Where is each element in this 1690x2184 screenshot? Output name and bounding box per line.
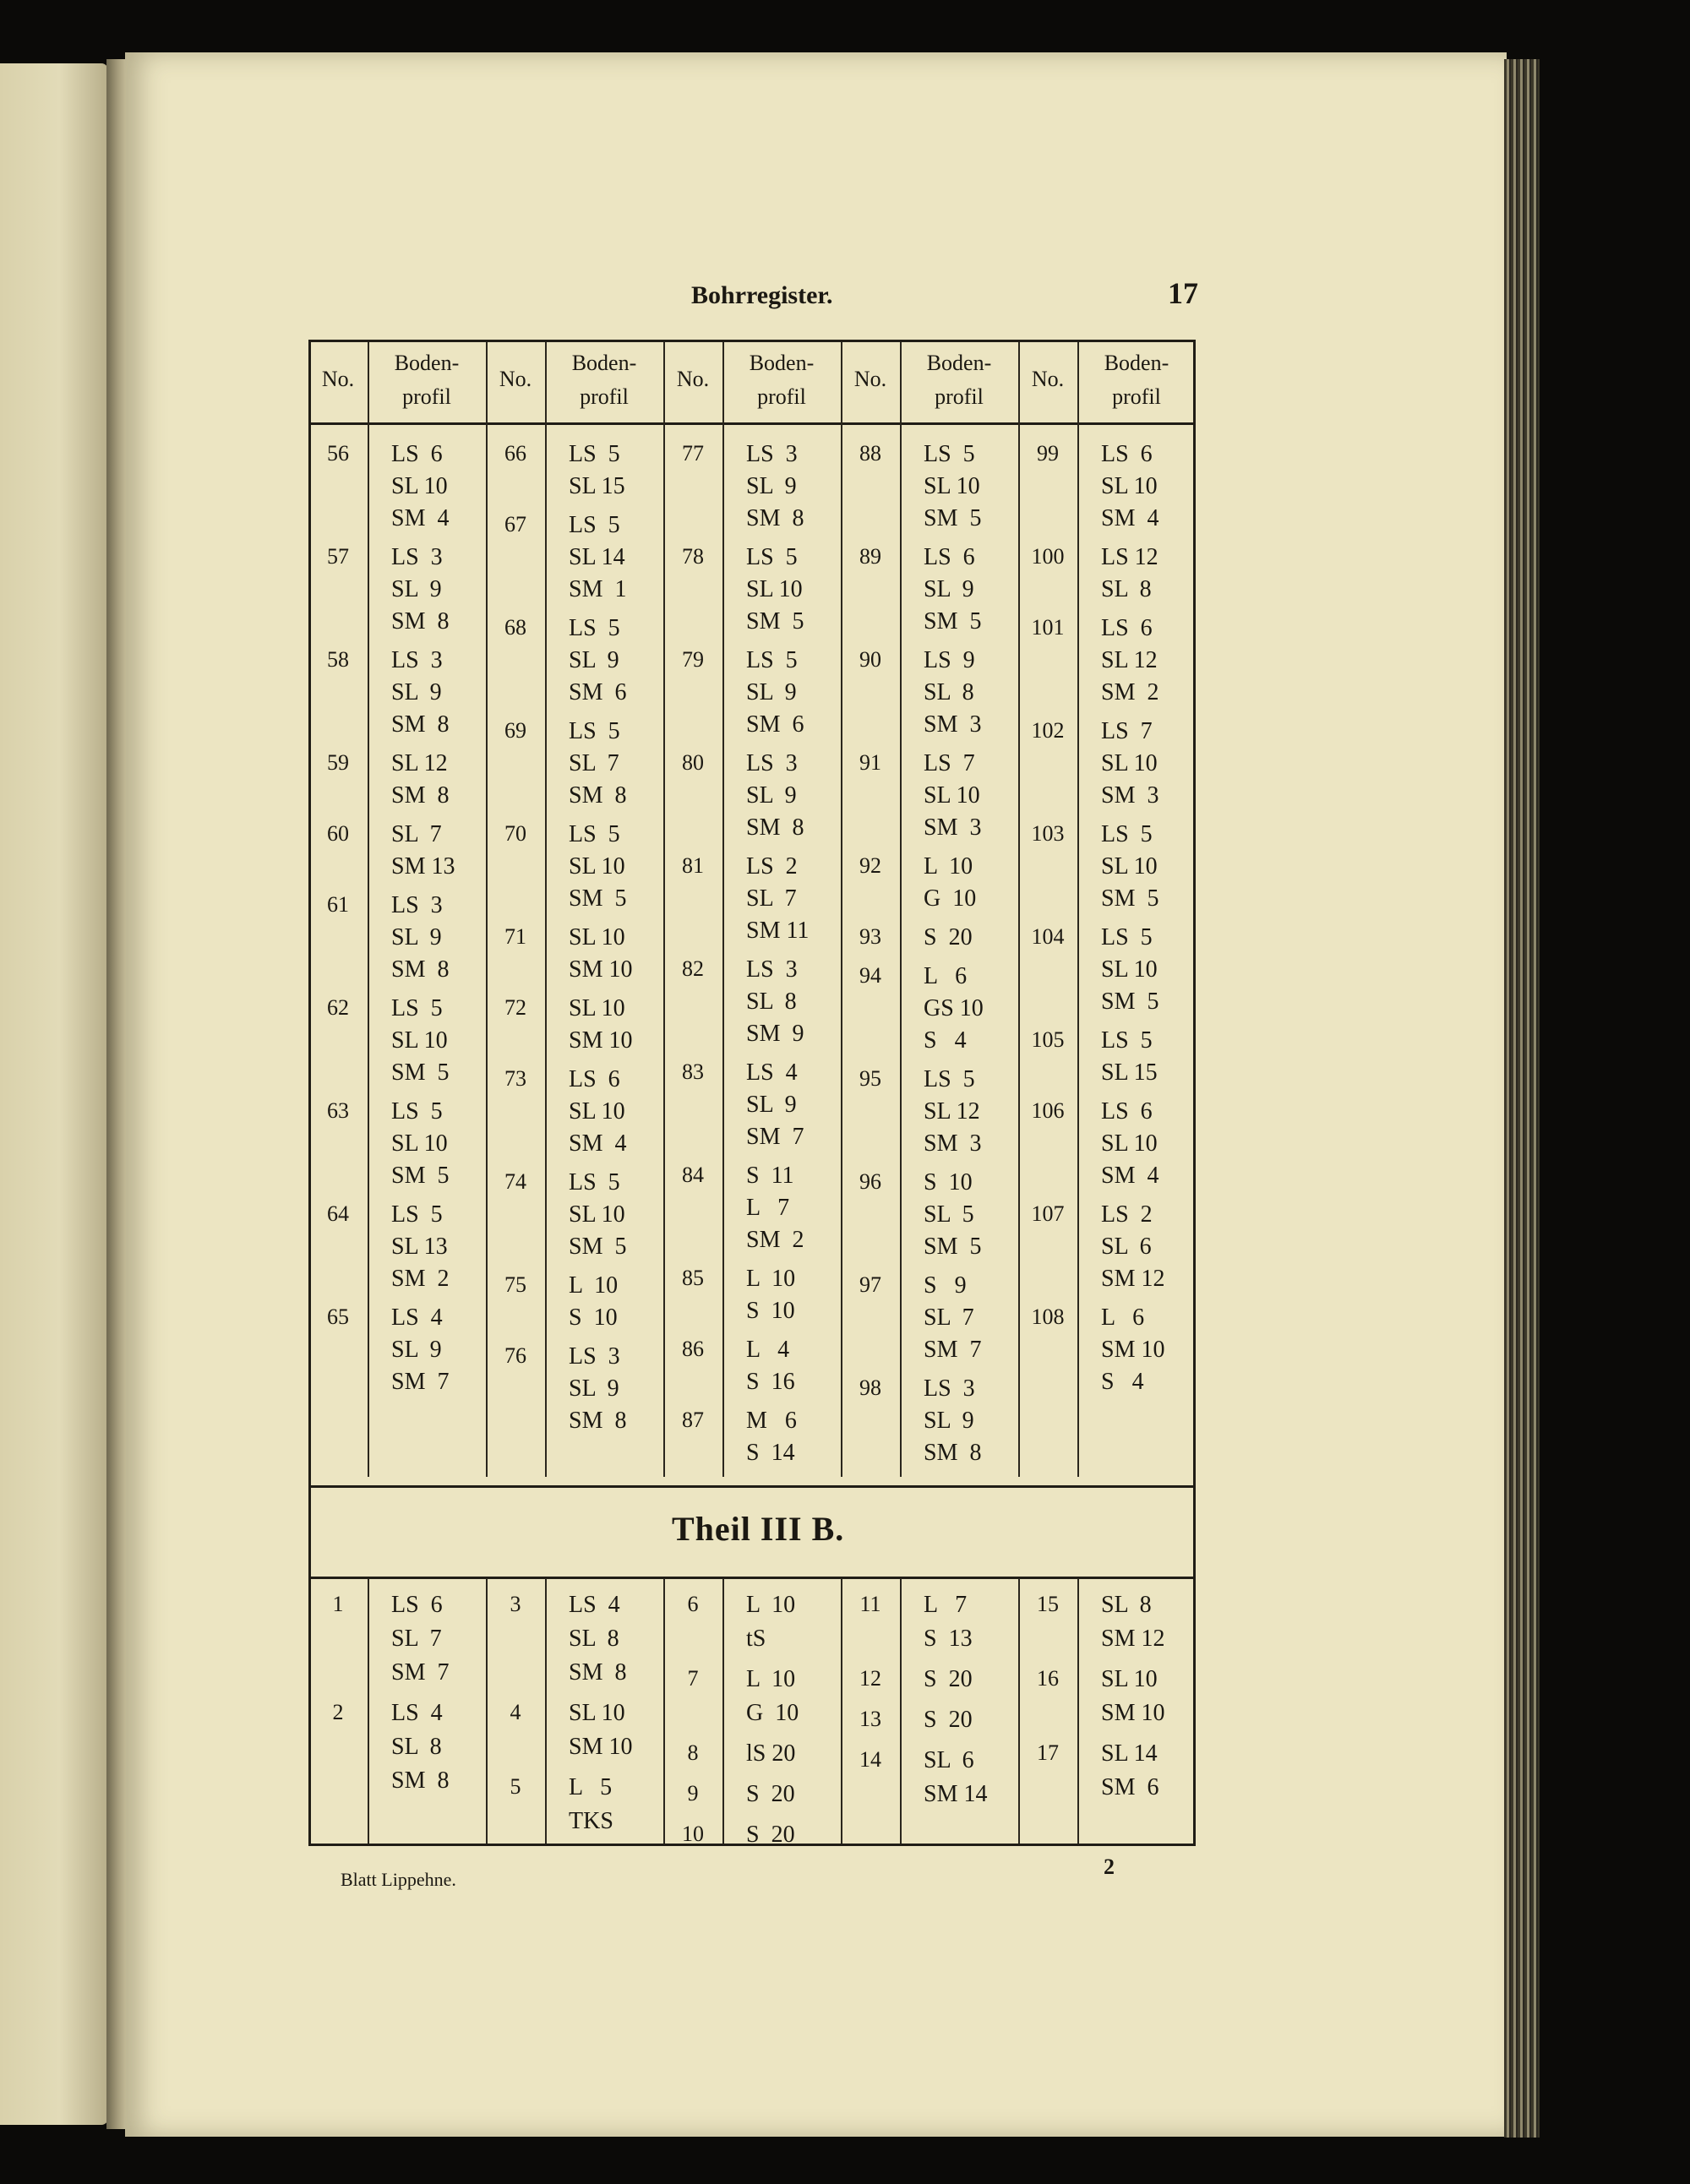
soil-layer: LS 5 xyxy=(569,718,620,744)
soil-layer: G 10 xyxy=(746,1700,799,1726)
soil-layer: SM 8 xyxy=(746,505,804,531)
no-divider xyxy=(368,1578,369,1844)
bore-number: 8 xyxy=(687,1740,699,1765)
soil-layer: LS 5 xyxy=(569,512,620,538)
no-divider xyxy=(722,342,724,1477)
soil-layer: SL 10 xyxy=(569,1700,625,1726)
soil-layer: LS 5 xyxy=(569,1169,620,1195)
soil-layer: SL 9 xyxy=(569,647,619,673)
bore-number: 73 xyxy=(504,1066,526,1091)
soil-layer: L 10 xyxy=(746,1592,796,1618)
bore-number: 66 xyxy=(504,441,526,466)
soil-layer: S 20 xyxy=(746,1781,795,1807)
soil-layer: L 10 xyxy=(746,1666,796,1692)
header-profile-1: Boden- xyxy=(1104,351,1169,375)
soil-layer: S 16 xyxy=(746,1369,795,1395)
soil-layer: SL 13 xyxy=(391,1234,448,1260)
soil-layer: LS 3 xyxy=(391,647,443,673)
bore-number: 62 xyxy=(327,995,349,1020)
soil-layer: SM 8 xyxy=(924,1440,982,1466)
bore-number: 79 xyxy=(682,647,704,672)
soil-layer: tS xyxy=(746,1626,766,1652)
bore-number: 92 xyxy=(859,853,881,878)
soil-layer: SM 5 xyxy=(924,1234,982,1260)
bore-number: 105 xyxy=(1031,1027,1065,1052)
bore-number: 60 xyxy=(327,821,349,846)
soil-layer: SL 9 xyxy=(391,679,442,705)
bore-number: 95 xyxy=(859,1066,881,1091)
soil-layer: SM 7 xyxy=(391,1659,450,1686)
soil-layer: S 9 xyxy=(924,1272,967,1299)
bore-number: 100 xyxy=(1031,544,1065,569)
soil-layer: SL 10 xyxy=(391,1130,448,1157)
soil-layer: SM 1 xyxy=(569,576,627,602)
soil-layer: LS 3 xyxy=(746,956,798,983)
soil-layer: SM 10 xyxy=(1101,1337,1165,1363)
soil-layer: SL 10 xyxy=(1101,750,1158,776)
soil-layer: LS 5 xyxy=(569,821,620,847)
soil-layer: SM 2 xyxy=(391,1266,450,1292)
section-rule-top xyxy=(308,1485,1196,1488)
bore-number: 72 xyxy=(504,995,526,1020)
soil-layer: S 20 xyxy=(924,1666,973,1692)
soil-layer: SM 10 xyxy=(569,956,633,983)
soil-layer: LS 9 xyxy=(924,647,975,673)
bore-number: 56 xyxy=(327,441,349,466)
soil-layer: LS 3 xyxy=(391,544,443,570)
header-profile-2: profil xyxy=(757,384,806,409)
soil-layer: S 20 xyxy=(746,1822,795,1848)
soil-layer: LS 6 xyxy=(1101,441,1153,467)
soil-layer: SM 4 xyxy=(1101,505,1159,531)
soil-layer: LS 5 xyxy=(746,647,798,673)
running-header: Bohrregister. xyxy=(691,281,833,309)
no-divider xyxy=(1077,1578,1079,1844)
group-divider xyxy=(663,342,665,1477)
soil-layer: S 10 xyxy=(569,1304,618,1331)
bore-number: 57 xyxy=(327,544,349,569)
bore-number: 77 xyxy=(682,441,704,466)
soil-layer: LS 5 xyxy=(924,1066,975,1092)
soil-layer: SM 5 xyxy=(1101,989,1159,1015)
bore-number: 84 xyxy=(682,1163,704,1187)
soil-layer: SM 7 xyxy=(924,1337,982,1363)
soil-layer: SM 5 xyxy=(924,505,982,531)
soil-layer: SM 13 xyxy=(391,853,455,880)
soil-layer: LS 4 xyxy=(746,1059,798,1086)
soil-layer: M 6 xyxy=(746,1408,797,1434)
soil-layer: LS 5 xyxy=(924,441,975,467)
header-profile-2: profil xyxy=(1112,384,1161,409)
bore-number: 61 xyxy=(327,892,349,917)
bore-number: 7 xyxy=(687,1666,699,1691)
soil-layer: SL 12 xyxy=(391,750,448,776)
soil-layer: SM 2 xyxy=(746,1227,804,1253)
soil-layer: SM 5 xyxy=(924,608,982,635)
no-divider xyxy=(545,342,547,1477)
soil-layer: SL 10 xyxy=(1101,473,1158,499)
soil-layer: SL 12 xyxy=(1101,647,1158,673)
soil-layer: L 6 xyxy=(1101,1304,1145,1331)
soil-layer: SL 10 xyxy=(1101,1666,1158,1692)
sheet-name: Blatt Lippehne. xyxy=(341,1869,456,1890)
bore-number: 68 xyxy=(504,615,526,640)
bore-number: 12 xyxy=(859,1666,881,1691)
soil-layer: LS 6 xyxy=(1101,1098,1153,1125)
bore-number: 85 xyxy=(682,1266,704,1290)
header-profile-1: Boden- xyxy=(394,351,460,375)
soil-layer: SM 5 xyxy=(1101,885,1159,912)
no-divider xyxy=(722,1578,724,1844)
header-no: No. xyxy=(676,367,710,391)
bore-number: 3 xyxy=(510,1592,521,1616)
soil-layer: SL 7 xyxy=(391,821,442,847)
header-profile-1: Boden- xyxy=(571,351,637,375)
soil-layer: SL 14 xyxy=(569,544,625,570)
bore-number: 99 xyxy=(1037,441,1059,466)
bore-number: 67 xyxy=(504,512,526,536)
soil-layer: SM 8 xyxy=(391,711,450,738)
header-profile-1: Boden- xyxy=(926,351,992,375)
bore-number: 91 xyxy=(859,750,881,775)
soil-layer: SM 12 xyxy=(1101,1626,1165,1652)
bore-number: 16 xyxy=(1037,1666,1059,1691)
soil-layer: LS 3 xyxy=(746,750,798,776)
soil-layer: S 20 xyxy=(924,1707,973,1733)
soil-layer: SM 7 xyxy=(391,1369,450,1395)
bore-number: 90 xyxy=(859,647,881,672)
soil-layer: LS 5 xyxy=(1101,924,1153,950)
soil-layer: LS 12 xyxy=(1101,544,1158,570)
bore-number: 107 xyxy=(1031,1201,1065,1226)
soil-layer: LS 6 xyxy=(391,1592,443,1618)
soil-layer: SL 9 xyxy=(391,576,442,602)
soil-layer: SL 10 xyxy=(569,924,625,950)
soil-layer: SM 3 xyxy=(1101,782,1159,809)
soil-layer: SL 7 xyxy=(569,750,619,776)
no-divider xyxy=(900,1578,902,1844)
soil-layer: SM 2 xyxy=(1101,679,1159,705)
soil-layer: LS 3 xyxy=(924,1375,975,1402)
soil-layer: GS 10 xyxy=(924,995,984,1021)
soil-layer: LS 5 xyxy=(391,995,443,1021)
soil-layer: S 10 xyxy=(924,1169,973,1195)
soil-layer: L 5 xyxy=(569,1774,613,1800)
soil-layer: SM 10 xyxy=(569,1027,633,1054)
soil-layer: SM 3 xyxy=(924,711,982,738)
bore-number: 78 xyxy=(682,544,704,569)
soil-layer: SL 14 xyxy=(1101,1740,1158,1767)
soil-layer: LS 5 xyxy=(391,1098,443,1125)
bore-number: 98 xyxy=(859,1375,881,1400)
soil-layer: SL 9 xyxy=(924,1408,974,1434)
bore-number: 80 xyxy=(682,750,704,775)
soil-layer: SL 9 xyxy=(746,679,797,705)
facing-page xyxy=(0,63,108,2125)
soil-layer: LS 3 xyxy=(746,441,798,467)
soil-layer: LS 3 xyxy=(569,1343,620,1370)
soil-layer: LS 5 xyxy=(1101,1027,1153,1054)
bore-number: 15 xyxy=(1037,1592,1059,1616)
header-profile-2: profil xyxy=(402,384,451,409)
soil-layer: S 13 xyxy=(924,1626,973,1652)
no-divider xyxy=(900,342,902,1477)
bore-number: 101 xyxy=(1031,615,1065,640)
soil-layer: SM 4 xyxy=(391,505,450,531)
soil-layer: S 10 xyxy=(746,1298,795,1324)
soil-layer: LS 5 xyxy=(569,441,620,467)
header-rule xyxy=(308,422,1196,425)
soil-layer: SM 9 xyxy=(746,1021,804,1047)
soil-layer: SL 10 xyxy=(1101,1130,1158,1157)
soil-layer: S 11 xyxy=(746,1163,794,1189)
soil-layer: L 10 xyxy=(746,1266,796,1292)
soil-layer: L 7 xyxy=(924,1592,968,1618)
bore-number: 88 xyxy=(859,441,881,466)
soil-layer: SM 5 xyxy=(391,1163,450,1189)
soil-layer: L 7 xyxy=(746,1195,790,1221)
soil-layer: SM 6 xyxy=(569,679,627,705)
soil-layer: LS 2 xyxy=(746,853,798,880)
bore-number: 86 xyxy=(682,1337,704,1361)
bore-number: 81 xyxy=(682,853,704,878)
soil-layer: SL 12 xyxy=(924,1098,980,1125)
header-no: No. xyxy=(321,367,355,391)
bore-number: 87 xyxy=(682,1408,704,1432)
header-no: No. xyxy=(853,367,887,391)
header-profile-1: Boden- xyxy=(749,351,815,375)
soil-layer: SM 5 xyxy=(569,1234,627,1260)
soil-layer: SL 10 xyxy=(569,1201,625,1228)
bore-number: 65 xyxy=(327,1304,349,1329)
soil-layer: SL 10 xyxy=(391,1027,448,1054)
soil-layer: SL 9 xyxy=(746,782,797,809)
soil-layer: S 4 xyxy=(924,1027,967,1054)
group-divider xyxy=(841,342,842,1477)
soil-layer: SM 14 xyxy=(924,1781,988,1807)
soil-layer: SM 6 xyxy=(746,711,804,738)
soil-layer: S 4 xyxy=(1101,1369,1144,1395)
bore-number: 4 xyxy=(510,1700,521,1724)
soil-layer: SL 9 xyxy=(746,473,797,499)
soil-layer: lS 20 xyxy=(746,1740,796,1767)
bore-number: 106 xyxy=(1031,1098,1065,1123)
soil-layer: LS 6 xyxy=(569,1066,620,1092)
soil-layer: SM 8 xyxy=(391,1767,450,1794)
soil-layer: SL 9 xyxy=(391,1337,442,1363)
bore-number: 63 xyxy=(327,1098,349,1123)
soil-layer: LS 3 xyxy=(391,892,443,918)
bore-number: 70 xyxy=(504,821,526,846)
soil-layer: SL 10 xyxy=(1101,956,1158,983)
soil-layer: L 4 xyxy=(746,1337,790,1363)
bore-number: 5 xyxy=(510,1774,521,1799)
no-divider xyxy=(545,1578,547,1844)
soil-layer: SL 8 xyxy=(924,679,974,705)
soil-layer: L 10 xyxy=(569,1272,619,1299)
soil-layer: SM 8 xyxy=(569,782,627,809)
bore-number: 14 xyxy=(859,1747,881,1772)
no-divider xyxy=(1077,342,1079,1477)
bore-number: 11 xyxy=(859,1592,881,1616)
soil-layer: G 10 xyxy=(924,885,977,912)
soil-layer: S 20 xyxy=(924,924,973,950)
soil-layer: S 14 xyxy=(746,1440,795,1466)
bore-number: 6 xyxy=(687,1592,699,1616)
bore-number: 64 xyxy=(327,1201,349,1226)
soil-layer: LS 4 xyxy=(391,1700,443,1726)
soil-layer: SM 6 xyxy=(1101,1774,1159,1800)
soil-layer: LS 7 xyxy=(924,750,975,776)
soil-layer: SM 3 xyxy=(924,1130,982,1157)
soil-layer: SL 10 xyxy=(569,1098,625,1125)
soil-layer: LS 5 xyxy=(746,544,798,570)
bore-number: 94 xyxy=(859,963,881,988)
bore-number: 1 xyxy=(332,1592,344,1616)
soil-layer: SM 10 xyxy=(569,1734,633,1760)
soil-layer: SL 8 xyxy=(569,1626,619,1652)
soil-layer: LS 5 xyxy=(1101,821,1153,847)
bore-number: 13 xyxy=(859,1707,881,1731)
soil-layer: SM 8 xyxy=(746,814,804,841)
soil-layer: SL 10 xyxy=(746,576,803,602)
soil-layer: SL 15 xyxy=(569,473,625,499)
soil-layer: SL 10 xyxy=(569,853,625,880)
bore-number: 96 xyxy=(859,1169,881,1194)
soil-layer: SL 8 xyxy=(391,1734,442,1760)
soil-layer: TKS xyxy=(569,1808,613,1834)
bore-number: 102 xyxy=(1031,718,1065,743)
bore-number: 58 xyxy=(327,647,349,672)
soil-layer: LS 6 xyxy=(391,441,443,467)
soil-layer: SM 8 xyxy=(569,1659,627,1686)
soil-layer: LS 6 xyxy=(924,544,975,570)
soil-layer: SM 10 xyxy=(1101,1700,1165,1726)
bore-number: 89 xyxy=(859,544,881,569)
bore-number: 93 xyxy=(859,924,881,949)
soil-layer: SL 15 xyxy=(1101,1059,1158,1086)
soil-layer: SM 11 xyxy=(746,918,810,944)
soil-layer: L 6 xyxy=(924,963,968,989)
soil-layer: SL 7 xyxy=(746,885,797,912)
section-rule-bottom xyxy=(308,1577,1196,1579)
soil-layer: SL 7 xyxy=(391,1626,442,1652)
soil-layer: SL 9 xyxy=(391,924,442,950)
soil-layer: SL 10 xyxy=(924,473,980,499)
soil-layer: SM 12 xyxy=(1101,1266,1165,1292)
soil-layer: SL 6 xyxy=(924,1747,974,1773)
soil-layer: SM 8 xyxy=(391,782,450,809)
soil-layer: SM 5 xyxy=(746,608,804,635)
soil-layer: LS 2 xyxy=(1101,1201,1153,1228)
soil-layer: SL 9 xyxy=(746,1092,797,1118)
header-profile-2: profil xyxy=(935,384,984,409)
page-edges xyxy=(1504,59,1540,2138)
soil-layer: SL 10 xyxy=(1101,853,1158,880)
bore-number: 2 xyxy=(332,1700,344,1724)
bore-number: 108 xyxy=(1031,1304,1065,1329)
soil-layer: SL 8 xyxy=(1101,576,1152,602)
soil-layer: LS 4 xyxy=(569,1592,620,1618)
soil-layer: SL 6 xyxy=(1101,1234,1152,1260)
soil-layer: LS 5 xyxy=(569,615,620,641)
soil-layer: LS 6 xyxy=(1101,615,1153,641)
soil-layer: SL 9 xyxy=(924,576,974,602)
soil-layer: SL 8 xyxy=(746,989,797,1015)
page-number: 17 xyxy=(1168,276,1198,310)
bore-number: 74 xyxy=(504,1169,526,1194)
signature-mark: 2 xyxy=(1104,1854,1115,1879)
header-no: No. xyxy=(1031,367,1065,391)
bore-number: 69 xyxy=(504,718,526,743)
soil-layer: SM 5 xyxy=(569,885,627,912)
soil-layer: L 10 xyxy=(924,853,973,880)
bore-number: 9 xyxy=(687,1781,699,1805)
soil-layer: SM 8 xyxy=(391,608,450,635)
soil-layer: LS 4 xyxy=(391,1304,443,1331)
bore-number: 10 xyxy=(682,1822,704,1846)
soil-layer: SL 10 xyxy=(569,995,625,1021)
bore-number: 75 xyxy=(504,1272,526,1297)
group-divider xyxy=(1018,1578,1020,1844)
soil-layer: SL 7 xyxy=(924,1304,974,1331)
bore-number: 82 xyxy=(682,956,704,981)
soil-layer: SL 10 xyxy=(924,782,980,809)
no-divider xyxy=(368,342,369,1477)
bore-number: 103 xyxy=(1031,821,1065,846)
soil-layer: SM 7 xyxy=(746,1124,804,1150)
bore-number: 76 xyxy=(504,1343,526,1368)
soil-layer: SM 8 xyxy=(569,1408,627,1434)
section-title: Theil III B. xyxy=(672,1510,845,1548)
soil-layer: SL 9 xyxy=(569,1375,619,1402)
bore-number: 59 xyxy=(327,750,349,775)
bore-number: 17 xyxy=(1037,1740,1059,1765)
soil-layer: LS 5 xyxy=(391,1201,443,1228)
soil-layer: SM 4 xyxy=(569,1130,627,1157)
bore-number: 97 xyxy=(859,1272,881,1297)
header-no: No. xyxy=(499,367,532,391)
bore-number: 71 xyxy=(504,924,526,949)
bore-number: 83 xyxy=(682,1059,704,1084)
soil-layer: SL 8 xyxy=(1101,1592,1152,1618)
bore-number: 104 xyxy=(1031,924,1065,949)
soil-layer: SM 3 xyxy=(924,814,982,841)
header-profile-2: profil xyxy=(580,384,629,409)
soil-layer: SL 5 xyxy=(924,1201,974,1228)
soil-layer: SM 8 xyxy=(391,956,450,983)
soil-layer: SM 5 xyxy=(391,1059,450,1086)
soil-layer: LS 7 xyxy=(1101,718,1153,744)
soil-layer: SM 4 xyxy=(1101,1163,1159,1189)
soil-layer: SL 10 xyxy=(391,473,448,499)
